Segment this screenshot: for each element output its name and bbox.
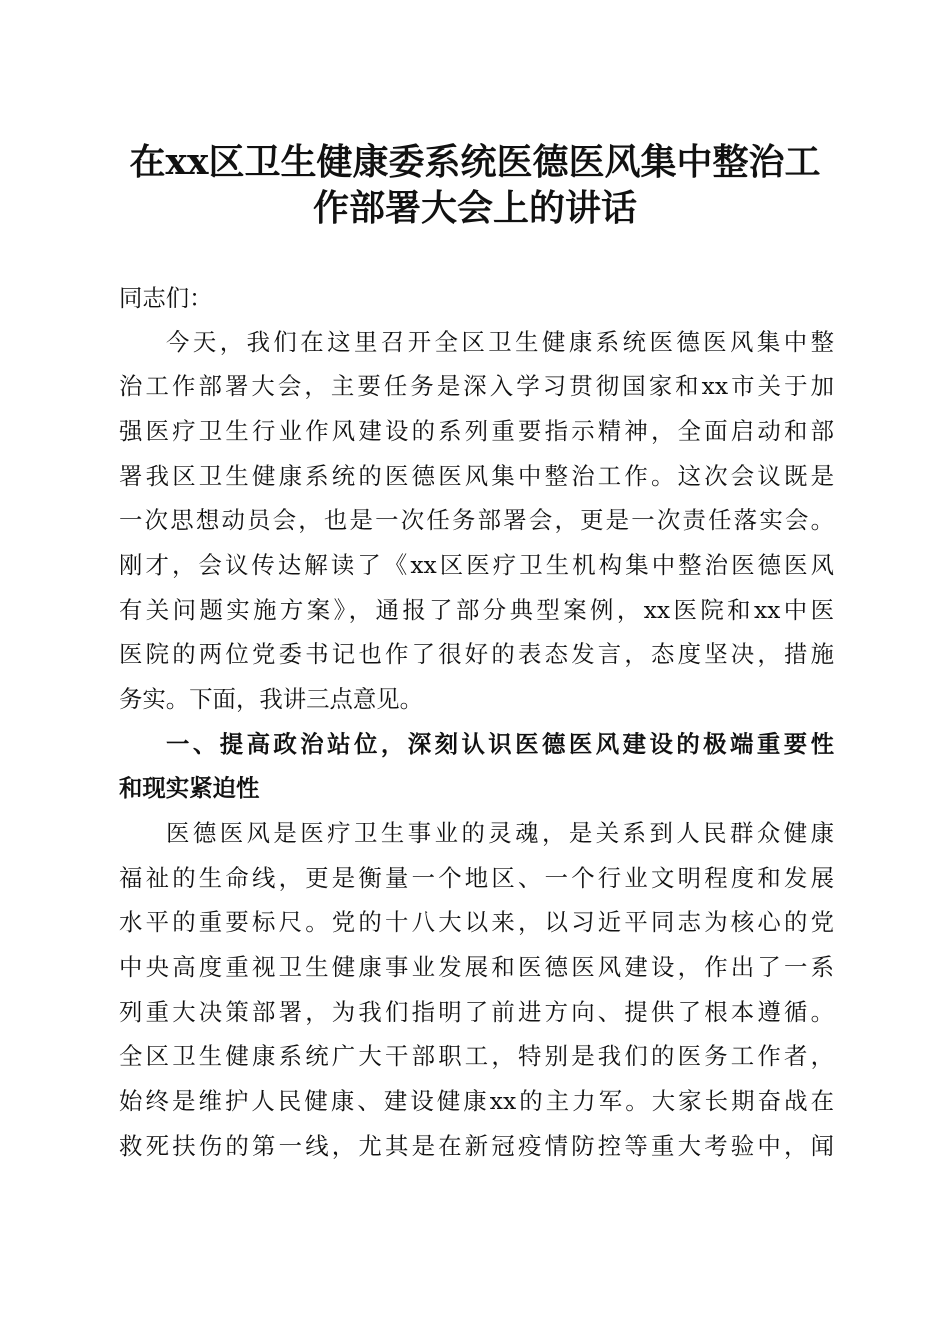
paragraph-line: 医德医风是医疗卫生事业的灵魂，是关系到人民群众健康 — [166, 819, 834, 847]
paragraph-line: 救死扶伤的第一线，尤其是在新冠疫情防控等重大考验中，闻 — [119, 1132, 834, 1160]
paragraph-line: 水平的重要标尺。党的十八大以来，以习近平同志为核心的党 — [119, 908, 834, 936]
document-title-line-2: 作部署大会上的讲话 — [312, 187, 637, 229]
paragraph-line: 署我区卫生健康系统的医德医风集中整治工作。这次会议既是 — [119, 462, 834, 490]
paragraph-line: 治工作部署大会，主要任务是深入学习贯彻国家和xx市关于加 — [119, 372, 834, 400]
paragraph-line: 列重大决策部署，为我们指明了前进方向、提供了根本遵循。 — [119, 998, 834, 1026]
paragraph-line: 刚才，会议传达解读了《xx区医疗卫生机构集中整治医德医风 — [119, 551, 834, 579]
section-heading-line: 和现实紧迫性 — [119, 774, 260, 802]
salutation: 同志们： — [119, 284, 213, 312]
paragraph-line: 福祉的生命线，更是衡量一个地区、一个行业文明程度和发展 — [119, 864, 834, 892]
paragraph-line: 中央高度重视卫生健康事业发展和医德医风建设，作出了一系 — [119, 953, 834, 981]
paragraph-line: 医院的两位党委书记也作了很好的表态发言，态度坚决，措施 — [119, 640, 834, 668]
paragraph-line: 一次思想动员会，也是一次任务部署会，更是一次责任落实会。 — [119, 506, 834, 534]
section-heading-line: 一、提高政治站位，深刻认识医德医风建设的极端重要性 — [166, 730, 834, 758]
paragraph-line: 全区卫生健康系统广大干部职工，特别是我们的医务工作者， — [119, 1042, 834, 1070]
paragraph-line: 今天，我们在这里召开全区卫生健康系统医德医风集中整 — [166, 328, 834, 356]
paragraph-line: 有关问题实施方案》，通报了部分典型案例，xx医院和xx中医 — [119, 596, 834, 624]
paragraph-line: 强医疗卫生行业作风建设的系列重要指示精神，全面启动和部 — [119, 417, 834, 445]
document-title-line-1: 在xx区卫生健康委系统医德医风集中整治工 — [129, 141, 821, 183]
paragraph-line: 务实。下面，我讲三点意见。 — [119, 685, 424, 713]
paragraph-line: 始终是维护人民健康、建设健康xx的主力军。大家长期奋战在 — [119, 1087, 834, 1115]
